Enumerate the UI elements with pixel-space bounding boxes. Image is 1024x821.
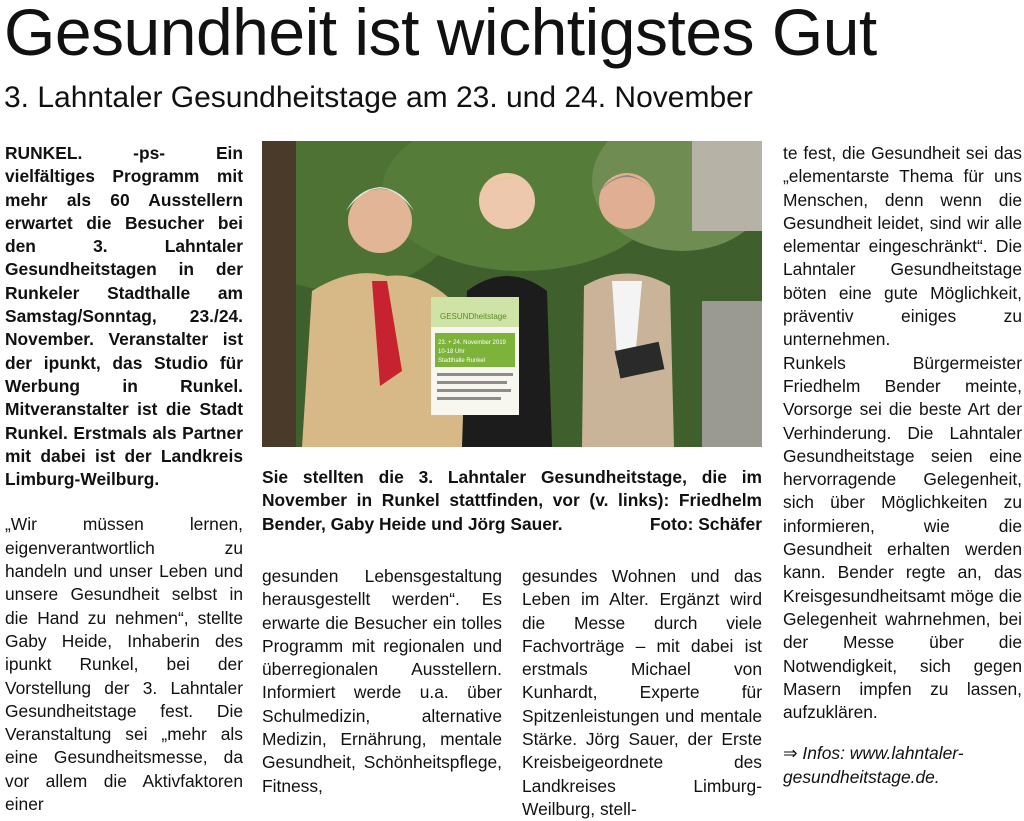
photo-illustration [262,141,762,447]
column-4 [783,142,1022,789]
body-paragraph-3: gesundes Wohnen und das Leben im Alter. Ergänzt wird die Messe durch viele Fachvorträge – mit dabei ist erstmals Michael von Kunhardt, Experte für Spitzenleistungen und mentale Stärke. Jörg Sauer, der Erste Kreisbeigeordnete des Landkreises Limburg-Weilburg, stell- [522,566,762,819]
article-headline: Gesundheit ist wichtigstes Gut [4,0,877,69]
caption-text: Sie stellten die 3. Lahntaler Gesundheitstage, die im November in Runkel stattfinden, vor (v. links): Friedhelm Bender, Gaby Heide und Jörg Sauer. [262,467,762,534]
body-paragraph-1: „Wir müssen lernen, eigenverantwortlich zu handeln und unser Leben und unsere Gesundheit selbst in die Hand zu nehmen“, stellte Gaby Heide, Inhaberin des ipunkt Runkel, bei der Vorstellung der 3. Lahntaler Gesundheitstage fest. Die Veranstaltung sei „mehr als eine Gesundheitsmesse, da vor allem die Aktivfaktoren einer [5,514,243,815]
infos-link[interactable]: ⇒ Infos: www.lahntaler-gesundheitstage.de. [783,743,964,787]
article-photo [262,141,762,447]
photo-caption [262,466,762,536]
column-1 [5,142,243,816]
photo-credit: Foto: Schäfer [649,513,762,534]
poster-hours: 10-18 Uhr [438,349,465,355]
body-paragraph-2: gesunden Lebensgestaltung herausgestellt werden“. Es erwarte die Besucher ein tolles Programm mit regionalen und überregionalen Ausstellern. Informiert werde u.a. über Schulmedizin, alternative Medizin, Ernährung, mentale Gesundheit, Schönheitspflege, Fitness, [262,566,502,796]
column-3 [522,565,762,821]
body-paragraph-5: Runkels Bürgermeister Friedhelm Bender meinte, Vorsorge sei die beste Art der Verhinderung. Die Lahntaler Gesundheitstage seien eine hervorragende Gelegenheit, sich über Möglichkeiten zu informieren, wie die Gesundheit erhalten werden kann. Bender regte an, das Kreisgesundheitsamt möge die Gelegenheit wahrnehmen, bei der Messe über die Notwendigkeit, sich gegen Masern impfen zu lassen, aufzuklären. [783,352,1022,723]
lead-paragraph: RUNKEL. -ps- Ein vielfältiges Programm mit mehr als 60 Ausstellern erwartet die Besucher bei den 3. Lahntaler Gesundheitstagen in der Runkeler Stadthalle am Samstag/Sonntag, 23./24. November. Veranstalter ist der ipunkt, das Studio für Werbung in Runkel. Mitveranstalter ist die Stadt Runkel. Erstmals als Partner mit dabei ist der Landkreis Limburg-Weilburg. [5,143,243,490]
body-paragraph-4: te fest, die Gesundheit sei das „elementarste Thema für uns Menschen, denn wenn die Gesundheit leidet, sind wir alle elementar eingeschränkt“. Die Lahntaler Gesundheitstage böten eine gute Möglichkeit, präventiv einiges zu unternehmen. [783,143,1022,350]
poster-brand: GESUNDheitstage [440,312,507,321]
article-subheadline: 3. Lahntaler Gesundheitstage am 23. und 24. November [4,81,753,114]
poster-dates: 23. + 24. November 2019 [438,340,506,346]
column-2 [262,565,502,798]
poster-venue: Stadthalle Runkel [438,358,486,364]
